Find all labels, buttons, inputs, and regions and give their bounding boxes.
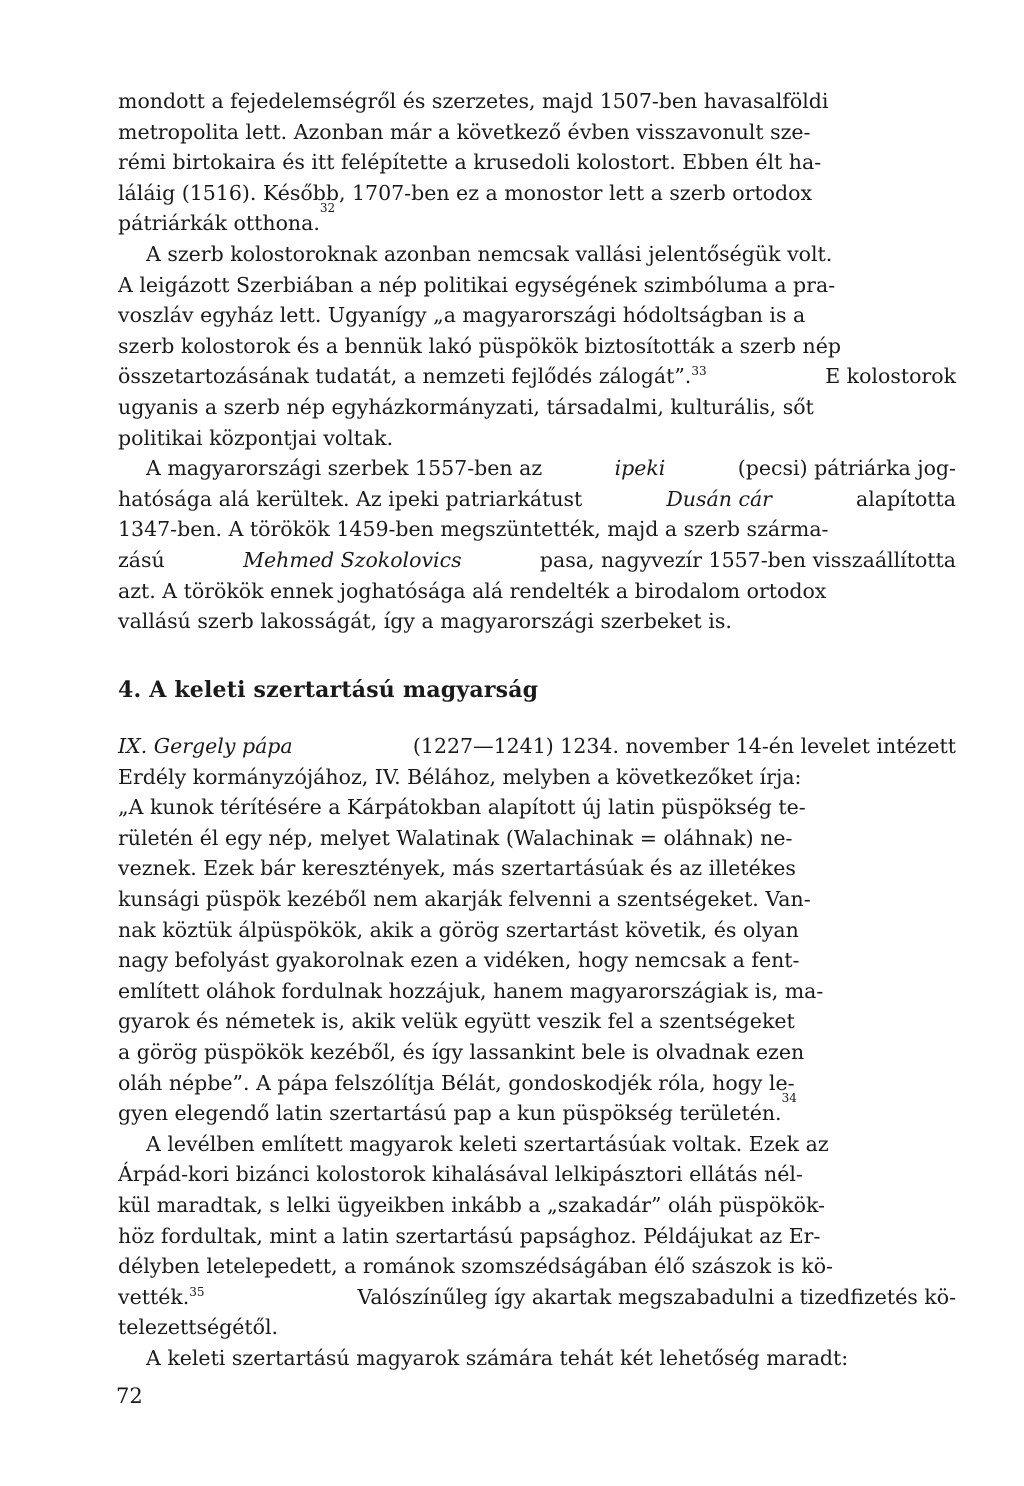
text-line: „A kunok térítésére a Kárpátokban alapított új latin püspökség te- — [118, 795, 806, 820]
italic-term: ipeki — [614, 456, 666, 481]
text-segment: (pecsi) pátriárka jog- — [737, 456, 956, 481]
text-line — [118, 453, 956, 484]
text-line — [118, 1091, 956, 1129]
text-line: telezettségétől. — [118, 1315, 279, 1340]
text-line — [118, 201, 956, 239]
text-line: nak köztük álpüspökök, akik a görög szertartást követik, és olyan — [118, 917, 799, 942]
text-line: politikai központjai voltak. — [118, 425, 394, 450]
text-segment: pátriárkák otthona. — [118, 211, 320, 236]
italic-term: Dusán cár — [666, 486, 772, 511]
text-segment — [118, 1282, 205, 1313]
text-line: mondott a fejedelemségről és szerzetes, majd 1507-ben havasalföldi — [118, 89, 829, 113]
text-line: kül maradtak, s lelki ügyeikben inkább a „szakadár” oláh püspökök- — [118, 1192, 825, 1217]
text-segment: gyen elegendő latin szertartású pap a kun püspökség területén. — [118, 1101, 782, 1126]
text-line: azt. A törökök ennek joghatósága alá rendelték a birodalom ortodox — [118, 578, 827, 603]
footnote-ref-33: 33 — [691, 364, 707, 379]
text-line — [118, 484, 956, 515]
footnote-ref-32: 32 — [319, 201, 336, 216]
text-line: A leigázott Szerbiában a nép politikai egységének szimbóluma a pra- — [118, 272, 836, 297]
text-segment: E kolostorok — [825, 364, 956, 389]
text-line: oláh népbe”. A pápa felszólítja Bélát, gondoskodjék róla, hogy le- — [118, 1070, 795, 1095]
body-text-section-1 — [118, 86, 956, 637]
text-line: A szerb kolostoroknak azonban nemcsak vallási jelentőségük volt. — [146, 241, 833, 266]
text-line: délyben letelepedett, a románok szomszédságában élő szászok is kö- — [118, 1254, 833, 1279]
body-text-section-2 — [118, 731, 956, 1373]
section-heading: 4. A keleti szertartású magyarság — [118, 677, 539, 703]
text-line: szerb kolostorok és a bennük lakó püspökök biztosították a szerb nép — [118, 333, 841, 358]
text-line: ugyanis a szerb nép egyházkormányzati, társadalmi, kulturális, sőt — [118, 394, 814, 419]
text-line: említett oláhok fordulnak hozzájuk, hanem magyarországiak is, ma- — [118, 978, 824, 1003]
footnote-ref-34: 34 — [781, 1091, 797, 1106]
text-line: A levélben említett magyarok keleti szertartásúak voltak. Ezek az — [146, 1131, 829, 1156]
text-segment — [118, 361, 707, 392]
text-segment: hatósága alá kerültek. Az ipeki patriarkátust — [118, 486, 583, 511]
text-line — [118, 1282, 956, 1313]
text-segment: vették. — [118, 1284, 190, 1309]
text-line: höz fordultak, mint a latin szertartású papsághoz. Példájukat az Er- — [118, 1223, 821, 1248]
footnote-ref-35: 35 — [189, 1284, 205, 1299]
text-line: vallású szerb lakosságát, így a magyarországi szerbeket is. — [118, 609, 732, 634]
text-line: kunsági püspök kezéből nem akarják felvenni a szentségeket. Van- — [118, 886, 811, 911]
text-line: Árpád-kori bizánci kolostorok kihalásával lelkipásztori ellátás nél- — [118, 1162, 803, 1187]
text-line: voszláv egyház lett. Ugyanígy „a magyarországi hódoltságban is a — [118, 303, 806, 328]
text-line — [118, 545, 956, 576]
text-line: Erdély kormányzójához, IV. Bélához, melyben a következőket írja: — [118, 764, 802, 789]
text-segment: A magyarországi szerbek 1557-ben az — [146, 456, 543, 481]
text-segment: Valószínűleg így akartak megszabadulni a tizedfizetés kö- — [357, 1284, 956, 1309]
text-line: láláig (1516). Később, 1707-ben ez a monostor lett a szerb ortodox — [118, 180, 813, 205]
text-line: gyarok és németek is, akik velük együtt veszik fel a szentségeket — [118, 1009, 795, 1034]
text-line: rületén él egy nép, melyet Walatinak (Walachinak = oláhnak) ne- — [118, 825, 793, 850]
text-line: 1347-ben. A törökök 1459-ben megszüntették, majd a szerb szárma- — [118, 517, 829, 542]
text-segment: alapította — [856, 486, 956, 511]
text-line — [118, 361, 956, 392]
italic-term: IX. Gergely pápa — [118, 734, 293, 758]
text-line — [118, 731, 956, 762]
text-line: A keleti szertartású magyarok számára tehát két lehetőség maradt: — [146, 1345, 849, 1370]
page-number: 72 — [116, 1384, 143, 1408]
text-line: a görög püspökök kezéből, és így lassankint bele is olvadnak ezen — [118, 1039, 805, 1064]
text-segment: pasa, nagyvezír 1557-ben visszaállította — [539, 547, 956, 572]
text-line: metropolita lett. Azonban már a következő évben visszavonult sze- — [118, 119, 811, 144]
text-line: veznek. Ezek bár keresztények, más szertartásúak és az illetékes — [118, 856, 796, 881]
text-line: nagy befolyást gyakorolnak ezen a vidéken, hogy nemcsak a fent- — [118, 948, 800, 973]
italic-term: Mehmed Szokolovics — [243, 547, 462, 572]
text-segment: zású — [118, 547, 165, 572]
text-segment: összetartozásának tudatát, a nemzeti fejlődés zálogát”. — [118, 364, 692, 389]
text-line: rémi birtokaira és itt felépítette a krusedoli kolostort. Ebben élt ha- — [118, 150, 822, 175]
text-segment: (1227—1241) 1234. november 14-én levelet intézett — [412, 734, 956, 758]
